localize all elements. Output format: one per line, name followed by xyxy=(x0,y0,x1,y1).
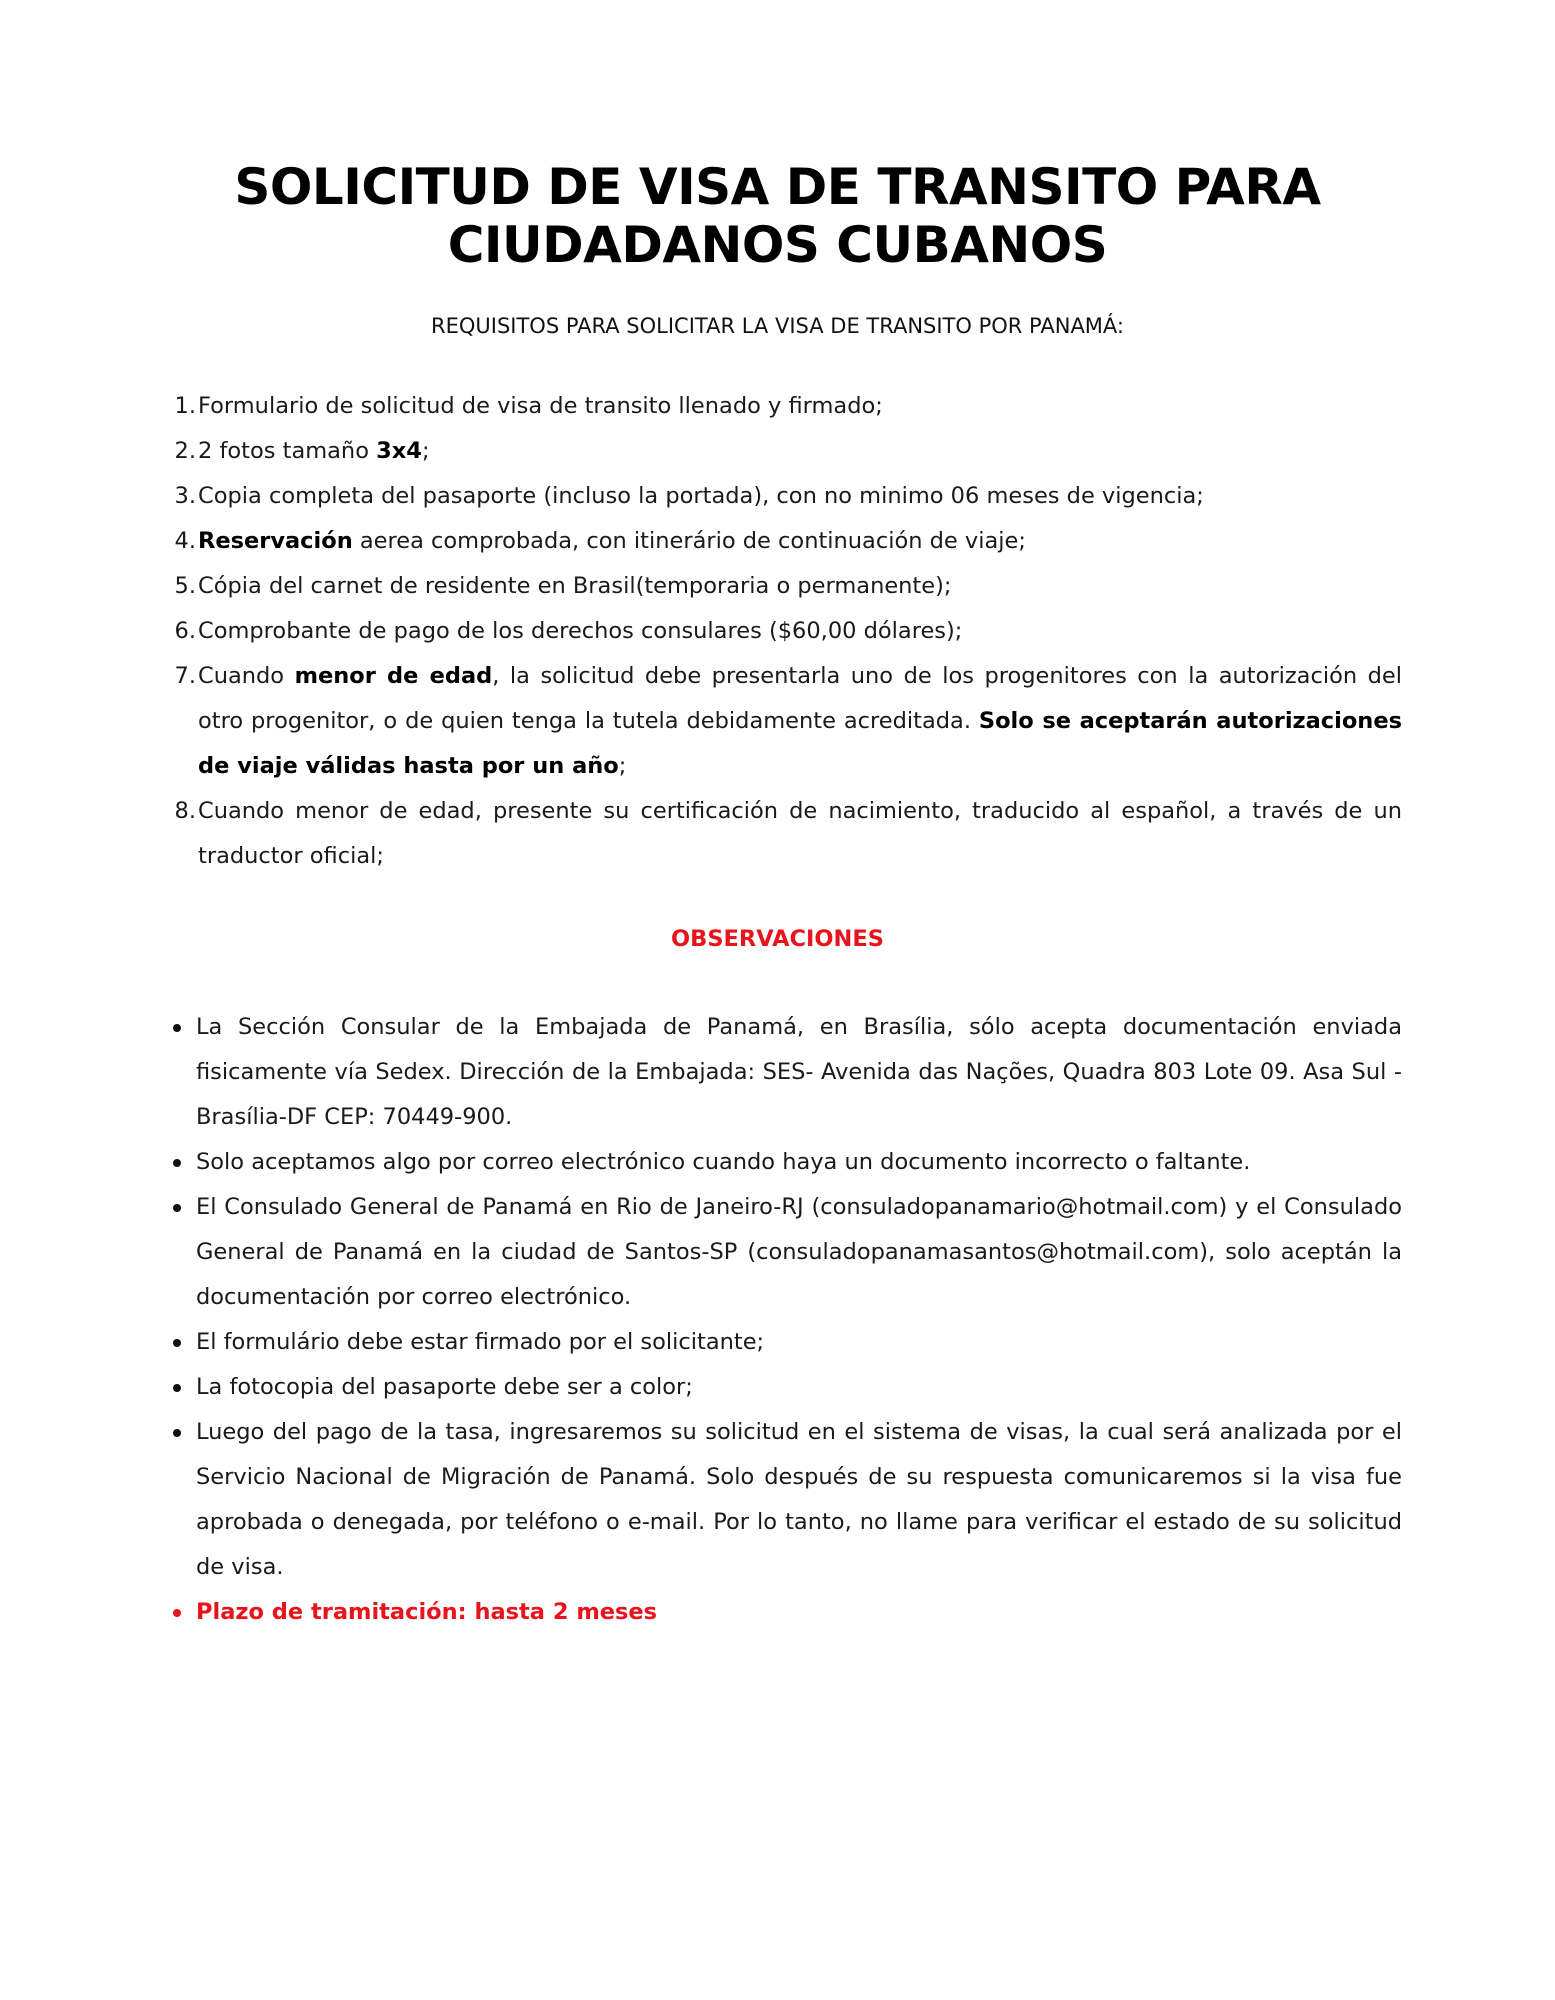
observations-heading: OBSERVACIONES xyxy=(671,926,884,952)
observation-item xyxy=(170,1365,1402,1410)
requirement-item xyxy=(170,429,1402,474)
requirement-text-pre: Cuando xyxy=(198,663,295,689)
requirement-text-post: ; xyxy=(618,753,627,779)
requirement-number: 8. xyxy=(174,798,196,824)
requirement-item xyxy=(170,564,1402,609)
title-line-1: SOLICITUD DE VISA DE TRANSITO PARA xyxy=(234,158,1321,216)
requirement-number: 3. xyxy=(174,483,196,509)
requirement-text: Cópia del carnet de residente en Brasil(temporaria o permanente); xyxy=(198,573,952,599)
requirement-text: Formulario de solicitud de visa de transito llenado y firmado; xyxy=(198,393,883,419)
document-title xyxy=(100,158,1455,274)
requirement-number: 2. xyxy=(174,438,196,464)
requirement-item xyxy=(170,609,1402,654)
bullet-icon xyxy=(173,1204,181,1212)
observation-item xyxy=(170,1320,1402,1365)
requirement-text-pre: 2 fotos tamaño xyxy=(198,438,377,464)
requirement-text: Comprobante de pago de los derechos consulares ($60,00 dólares); xyxy=(198,618,963,644)
requirement-text: Copia completa del pasaporte (incluso la portada), con no minimo 06 meses de vigencia; xyxy=(198,483,1204,509)
requirement-item xyxy=(170,519,1402,564)
observations-list xyxy=(170,1005,1402,1635)
requirement-text-bold: Reservación xyxy=(198,528,353,554)
requirement-text-bold: Solo se aceptarán autorizaciones de viaje válidas hasta por un año xyxy=(198,708,1402,779)
observation-text: Solo aceptamos algo por correo electrónico cuando haya un documento incorrecto o faltante. xyxy=(196,1149,1251,1175)
requirements-subtitle: REQUISITOS PARA SOLICITAR LA VISA DE TRANSITO POR PANAMÁ: xyxy=(430,314,1124,338)
observation-item xyxy=(170,1410,1402,1590)
bullet-icon xyxy=(173,1159,181,1167)
requirement-number: 7. xyxy=(174,663,196,689)
observation-item xyxy=(170,1005,1402,1140)
observation-text: La fotocopia del pasaporte debe ser a color; xyxy=(196,1374,693,1400)
bullet-icon xyxy=(173,1024,181,1032)
requirement-item xyxy=(170,474,1402,519)
bullet-icon xyxy=(173,1339,181,1347)
processing-time-text: Plazo de tramitación: hasta 2 meses xyxy=(196,1599,658,1625)
requirements-list xyxy=(170,384,1402,879)
title-line-2: CIUDADANOS CUBANOS xyxy=(447,216,1108,274)
requirement-text-post: aerea comprobada, con itinerário de continuación de viaje; xyxy=(352,528,1026,554)
bullet-icon xyxy=(173,1429,181,1437)
requirement-number: 5. xyxy=(174,573,196,599)
bullet-icon xyxy=(173,1384,181,1392)
requirement-text-mid: , la solicitud debe presentarla uno de los progenitores con la autorización del otro progenitor, o de quien tenga la tutela debidamente acreditada. xyxy=(198,663,1402,734)
observation-item-highlight xyxy=(170,1590,1402,1635)
observation-text: Luego del pago de la tasa, ingresaremos su solicitud en el sistema de visas, la cual será analizada por el Servicio Nacional de Migración de Panamá. Solo después de su respuesta comunicaremos si la visa fue aprobada o denegada, por teléfono o e-mail. Por lo tanto, no llame para verificar el estado de su solicitud de visa. xyxy=(196,1419,1402,1580)
requirement-text: Cuando menor de edad, presente su certificación de nacimiento, traducido al español, a través de un traductor oficial; xyxy=(198,798,1402,869)
requirement-text-bold: menor de edad xyxy=(294,663,493,689)
requirement-item xyxy=(170,789,1402,879)
requirement-item xyxy=(170,654,1402,789)
observation-text: El formulário debe estar firmado por el solicitante; xyxy=(196,1329,765,1355)
observation-text: El Consulado General de Panamá en Rio de Janeiro-RJ (consuladopanamario@hotmail.com) y el Consulado General de Panamá en la ciudad de Santos-SP (consuladopanamasantos@hotmail.com), solo aceptán la documentación por correo electrónico. xyxy=(196,1194,1402,1310)
requirement-text-post: ; xyxy=(421,438,430,464)
observation-text: La Sección Consular de la Embajada de Panamá, en Brasília, sólo acepta documentación enviada fisicamente vía Sedex. Dirección de la Embajada: SES- Avenida das Nações, Quadra 803 Lote 09. Asa Sul - Brasília-DF CEP: 70449-900. xyxy=(196,1014,1402,1130)
observation-item xyxy=(170,1185,1402,1320)
requirement-number: 4. xyxy=(174,528,196,554)
requirement-item xyxy=(170,384,1402,429)
requirement-text-bold: 3x4 xyxy=(376,438,422,464)
requirement-number: 1. xyxy=(174,393,196,419)
requirement-number: 6. xyxy=(174,618,196,644)
bullet-icon xyxy=(173,1609,181,1617)
observation-item xyxy=(170,1140,1402,1185)
